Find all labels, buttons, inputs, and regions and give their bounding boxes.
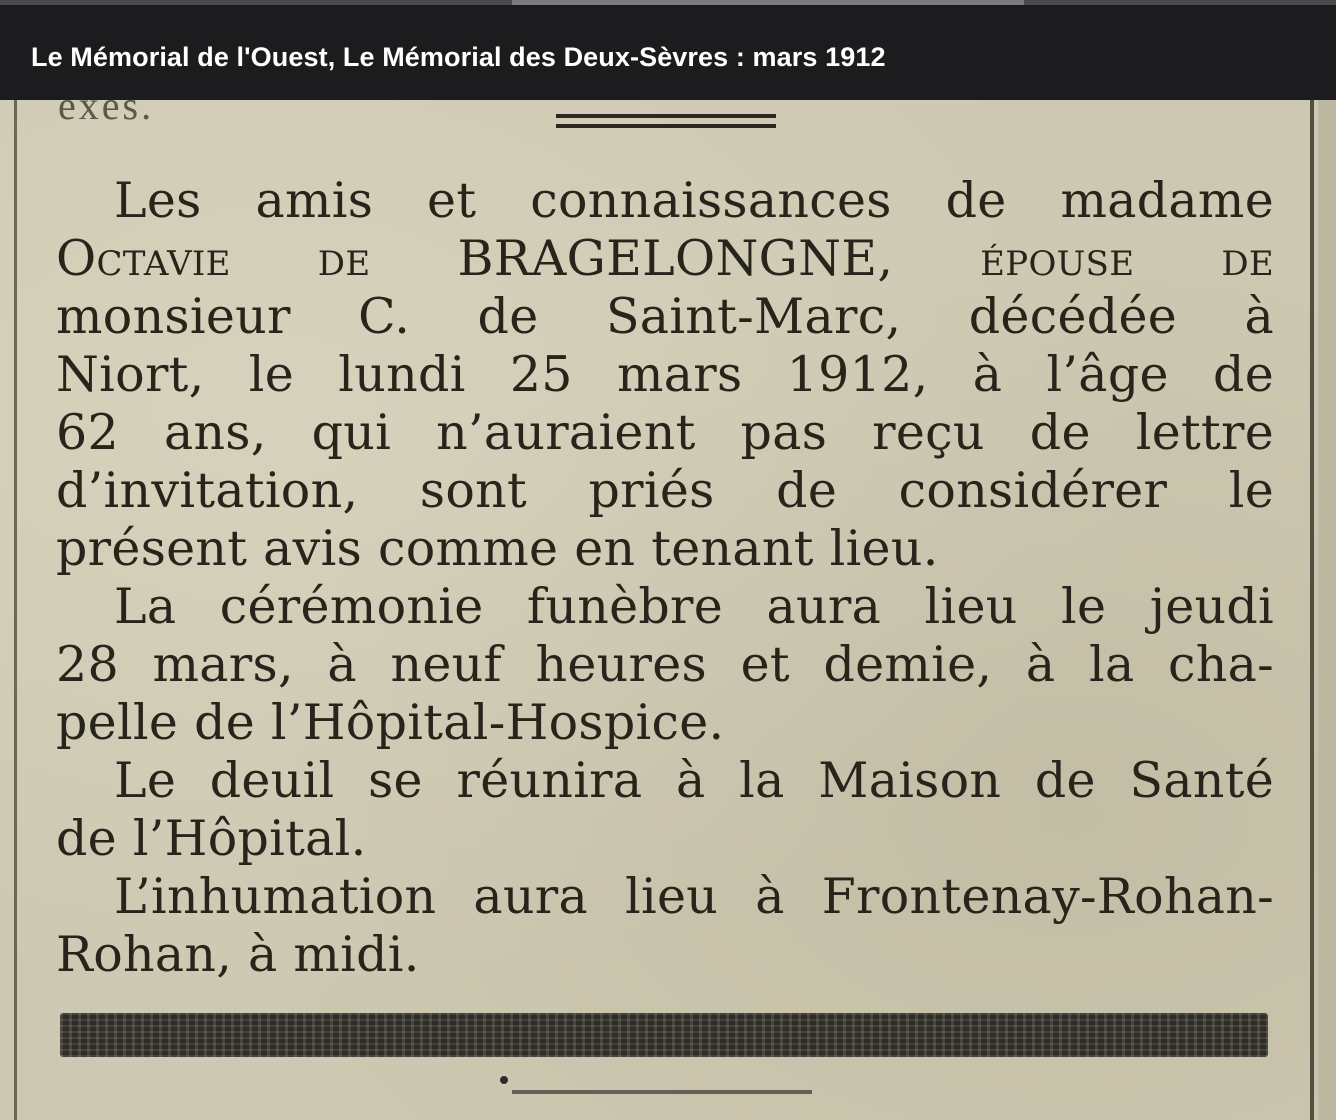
obituary-notice xyxy=(56,172,1274,984)
text-line: Le deuil se réunira à la Maison de Santé xyxy=(114,752,1274,809)
column-rule-left xyxy=(14,100,17,1120)
ornament-rule xyxy=(512,1090,812,1094)
text-line: pelle de l’Hôpital-Hospice. xyxy=(56,694,725,751)
text-line: présent avis comme en tenant lieu. xyxy=(56,520,939,577)
text-line: 28 mars, à neuf heures et demie, à la cha- xyxy=(56,636,1274,693)
column-rule-right xyxy=(1310,100,1314,1120)
adjacent-column-edge xyxy=(1318,100,1336,1120)
text-line: de l’Hôpital. xyxy=(56,810,367,867)
text-line: Les amis et connaissances de madame xyxy=(114,172,1274,229)
text-line: d’invitation, sont priés de considérer le xyxy=(56,462,1274,519)
ornament-dot xyxy=(500,1076,508,1084)
top-progress-bar xyxy=(0,0,1336,5)
text-line: Octavie de BRAGELONGNE, épouse de xyxy=(56,230,1274,287)
text-line: L’inhumation aura lieu à Frontenay-Rohan- xyxy=(114,868,1274,925)
document-title: Le Mémorial de l'Ouest, Le Mémorial des Deux-Sèvres : mars 1912 xyxy=(31,42,886,72)
text-line: Rohan, à midi. xyxy=(56,926,420,983)
progress-segment xyxy=(512,0,1024,5)
title-bar xyxy=(0,5,1336,100)
text-line: Niort, le lundi 25 mars 1912, à l’âge de xyxy=(56,346,1274,403)
newspaper-clipping xyxy=(0,100,1336,1120)
heavy-separator-rule xyxy=(60,1013,1268,1057)
text-line: La cérémonie funèbre aura lieu le jeudi xyxy=(114,578,1274,635)
text-line: monsieur C. de Saint-Marc, décédée à xyxy=(56,288,1274,345)
separator-double-rule xyxy=(556,114,776,130)
cut-off-text: exes. xyxy=(58,100,155,128)
text-line: 62 ans, qui n’auraient pas reçu de lettre xyxy=(56,404,1274,461)
